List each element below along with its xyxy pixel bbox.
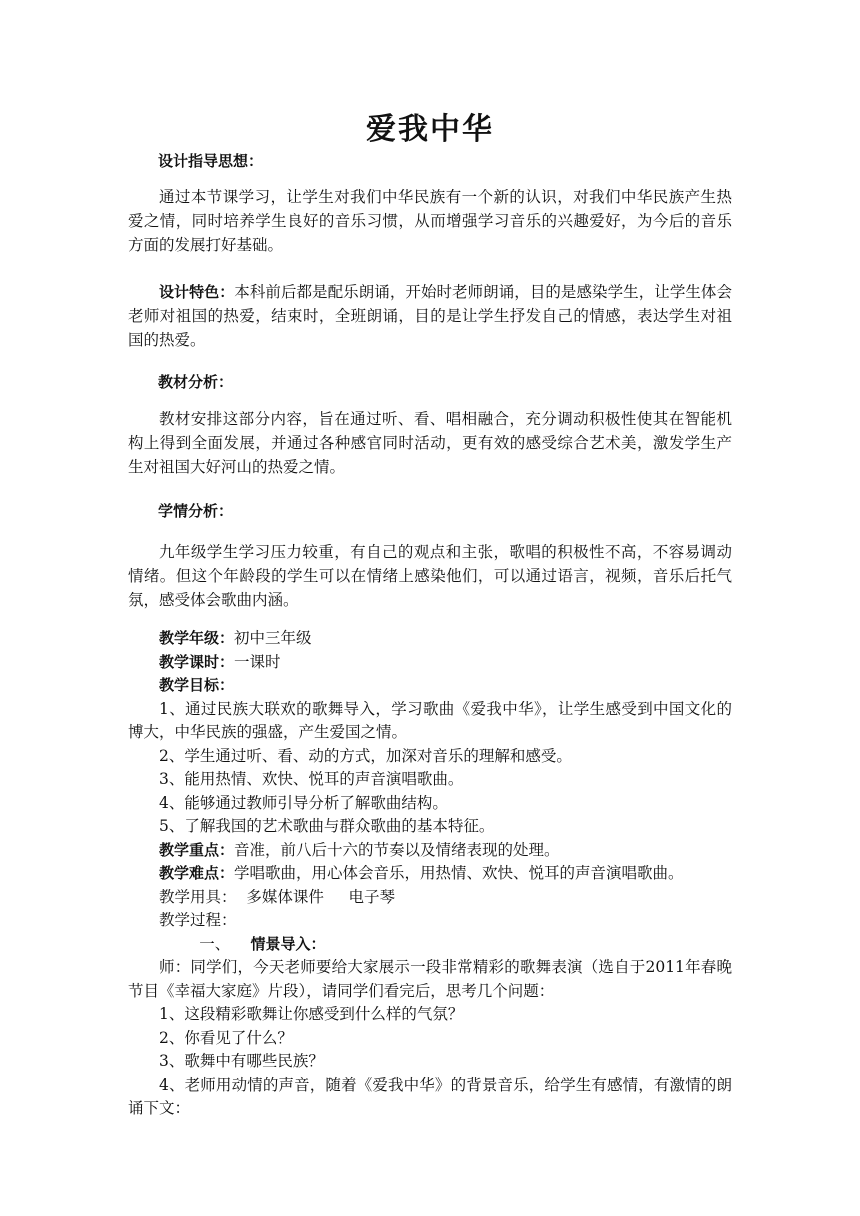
key-point-value: 音准，前八后十六的节奏以及情绪表现的处理。 <box>234 840 560 859</box>
goal-item: 5、了解我国的艺术歌曲与群众歌曲的基本特征。 <box>159 817 495 835</box>
grade-line <box>128 627 732 651</box>
goal-item: 3、能用热情、欢快、悦耳的声音演唱歌曲。 <box>159 770 464 788</box>
key-point-line <box>128 839 732 863</box>
material-paragraph-block <box>128 408 732 479</box>
step1-title: 情景导入： <box>250 934 326 953</box>
grade-label: 教学年级： <box>159 629 235 647</box>
feature-text: 本科前后都是配乐朗诵，开始时老师朗诵，目的是感染学生，让学生体会老师对祖国的热爱，结束时，全班朗诵，目的是让学生抒发自己的情感，表达学生对祖国的热爱。 <box>128 283 732 349</box>
goal-item: 2、学生通过听、看、动的方式，加深对音乐的理解和感受。 <box>159 746 572 765</box>
student-section <box>128 499 732 523</box>
step1-number: 一、 <box>199 934 231 953</box>
hours-line <box>128 651 732 675</box>
hours-label: 教学课时： <box>159 652 235 671</box>
guiding-section <box>128 149 732 173</box>
last-paragraph: 4、老师用动情的声音，随着《爱我中华》的背景音乐，给学生有感情，有激情的朗诵下文： <box>128 1075 732 1117</box>
goal-item: 1、通过民族大联欢的歌舞导入，学习歌曲《爱我中华》，让学生感受到中国文化的博大，中华民族的强盛，产生爱国之情。 <box>128 699 732 741</box>
goal-item: 4、能够通过教师引导分析了解歌曲结构。 <box>159 793 448 812</box>
feature-section <box>128 281 732 352</box>
process-line: 教学过程： <box>159 911 237 929</box>
goals-label: 教学目标： <box>159 676 235 694</box>
guiding-paragraph-block <box>128 186 732 257</box>
question-item: 2、你看见了什么？ <box>159 1028 293 1047</box>
feature-label: 设计特色： <box>159 283 235 301</box>
material-heading: 教材分析： <box>158 373 234 391</box>
intro-paragraph: 师：同学们，今天老师要给大家展示一段非常精彩的歌舞表演（选自于2011年春晚节目《幸福大家庭》片段），请同学们看完后，思考几个问题： <box>128 958 732 1000</box>
goals-heading-line <box>128 674 732 698</box>
difficulty-line <box>128 862 732 886</box>
tools-line: 教学用具： 多媒体课件 电子琴 <box>159 887 395 906</box>
student-heading: 学情分析： <box>158 502 234 520</box>
student-paragraph-block <box>128 541 732 612</box>
key-point-label: 教学重点： <box>159 840 235 859</box>
difficulty-value: 学唱歌曲，用心体会音乐，用热情、欢快、悦耳的声音演唱歌曲。 <box>234 864 684 882</box>
document-title: 爱我中华 <box>366 112 494 147</box>
guiding-heading: 设计指导思想： <box>158 152 264 170</box>
question-item: 3、歌舞中有哪些民族？ <box>159 1052 324 1070</box>
question-item: 1、这段精彩歌舞让你感受到什么样的气氛？ <box>159 1005 464 1023</box>
difficulty-label: 教学难点： <box>159 864 235 882</box>
grade-value: 初中三年级 <box>234 629 312 647</box>
feature-paragraph <box>128 281 732 352</box>
teaching-info-block <box>128 627 732 1121</box>
guiding-paragraph: 通过本节课学习，让学生对我们中华民族有一个新的认识，对我们中华民族产生热爱之情，同时培养学生良好的音乐习惯，从而增强学习音乐的兴趣爱好，为今后的音乐方面的发展打好基础。 <box>128 188 732 254</box>
student-paragraph: 九年级学生学习压力较重，有自己的观点和主张，歌唱的积极性不高，不容易调动情绪。但这个年龄段的学生可以在情绪上感染他们，可以通过语言，视频，音乐后托气氛，感受体会歌曲内涵。 <box>128 543 732 609</box>
material-section <box>128 370 732 394</box>
material-paragraph: 教材安排这部分内容，旨在通过听、看、唱相融合，充分调动积极性使其在智能机构上得到全面发展，并通过各种感官同时活动，更有效的感受综合艺术美，激发学生产生对祖国大好河山的热爱之情。 <box>128 410 732 476</box>
step1-heading <box>128 933 732 957</box>
hours-value: 一课时 <box>234 652 281 671</box>
